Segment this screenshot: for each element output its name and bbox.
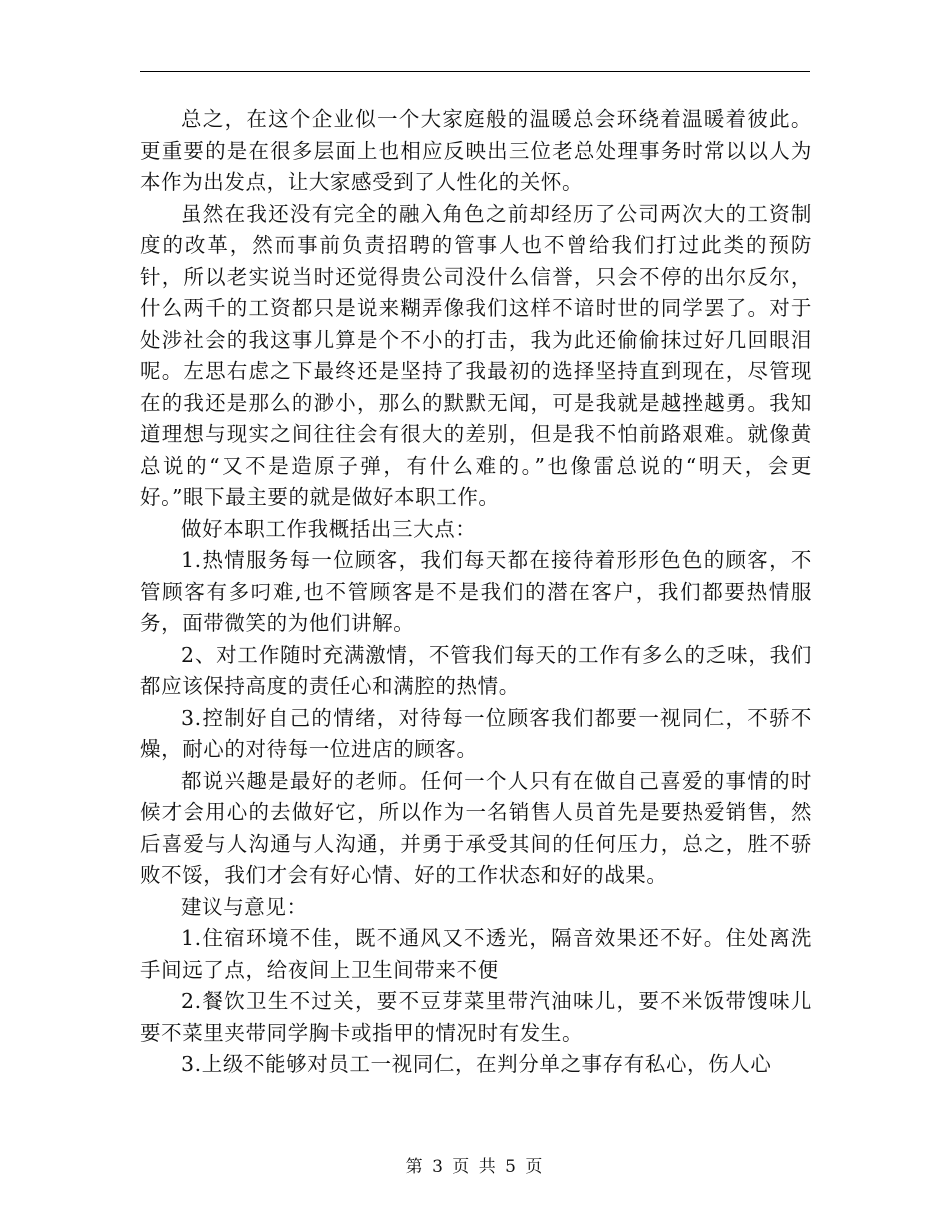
document-body (140, 104, 812, 1081)
header-rule (140, 71, 810, 72)
paragraph: 建议与意见： (181, 894, 308, 919)
list-item: 2.餐饮卫生不过关，要不豆芽菜里带汽油味儿，要不米饭带馊味儿要不菜里夹带同学胸卡或指甲的情况时有发生。 (140, 989, 812, 1045)
list-item: 3.控制好自己的情绪，对待每一位顾客我们都要一视同仁，不骄不燥，耐心的对待每一位进店的顾客。 (140, 705, 812, 761)
list-item: 3.上级不能够对员工一视同仁，在判分单之事存有私心，伤人心 (181, 1052, 772, 1076)
paragraph: 都说兴趣是最好的老师。任何一个人只有在做自己喜爱的事情的时候才会用心的去做好它，所以作为一名销售人员首先是要热爱销售，然后喜爱与人沟通与人沟通，并勇于承受其间的任何压力，总之，胜不骄败不馁，我们才会有好心情、好的工作状态和好的战果。 (140, 768, 812, 887)
list-item: 2、对工作随时充满激情，不管我们每天的工作有多么的乏味，我们都应该保持高度的责任心和满腔的热情。 (140, 642, 812, 698)
list-item: 1.住宿环境不佳，既不通风又不透光，隔音效果还不好。住处离洗手间远了点，给夜间上卫生间带来不便 (140, 926, 812, 982)
paragraph: 虽然在我还没有完全的融入角色之前却经历了公司两次大的工资制度的改革，然而事前负责招聘的管事人也不曾给我们打过此类的预防针，所以老实说当时还觉得贵公司没什么信誉，只会不停的出尔反尔，什么两千的工资都只是说来糊弄像我们这样不谙时世的同学罢了。对于处涉社会的我这事儿算是个不小的打击，我为此还偷偷抹过好几回眼泪呢。左思右虑之下最终还是坚持了我最初的选择坚持直到现在，尽管现在的我还是那么的渺小，那么的默默无闻，可是我就是越挫越勇。我知道理想与现实之间往往会有很大的差别，但是我不怕前路艰难。就像黄总说的“又不是造原子弹，有什么难的。”也像雷总说的“明天，会更好。”眼下最主要的就是做好本职工作。 (140, 201, 812, 509)
paragraph: 做好本职工作我概括出三大点： (181, 516, 477, 541)
page-number: 第 3 页 共 5 页 (405, 1157, 545, 1177)
list-item: 1.热情服务每一位顾客，我们每天都在接待着形形色色的顾客，不管顾客有多叼难,也不管顾客是不是我们的潜在客户，我们都要热情服务，面带微笑的为他们讲解。 (140, 548, 812, 635)
paragraph: 总之，在这个企业似一个大家庭般的温暖总会环绕着温暖着彼此。更重要的是在很多层面上也相应反映出三位老总处理事务时常以以人为本作为出发点，让大家感受到了人性化的关怀。 (140, 107, 812, 194)
